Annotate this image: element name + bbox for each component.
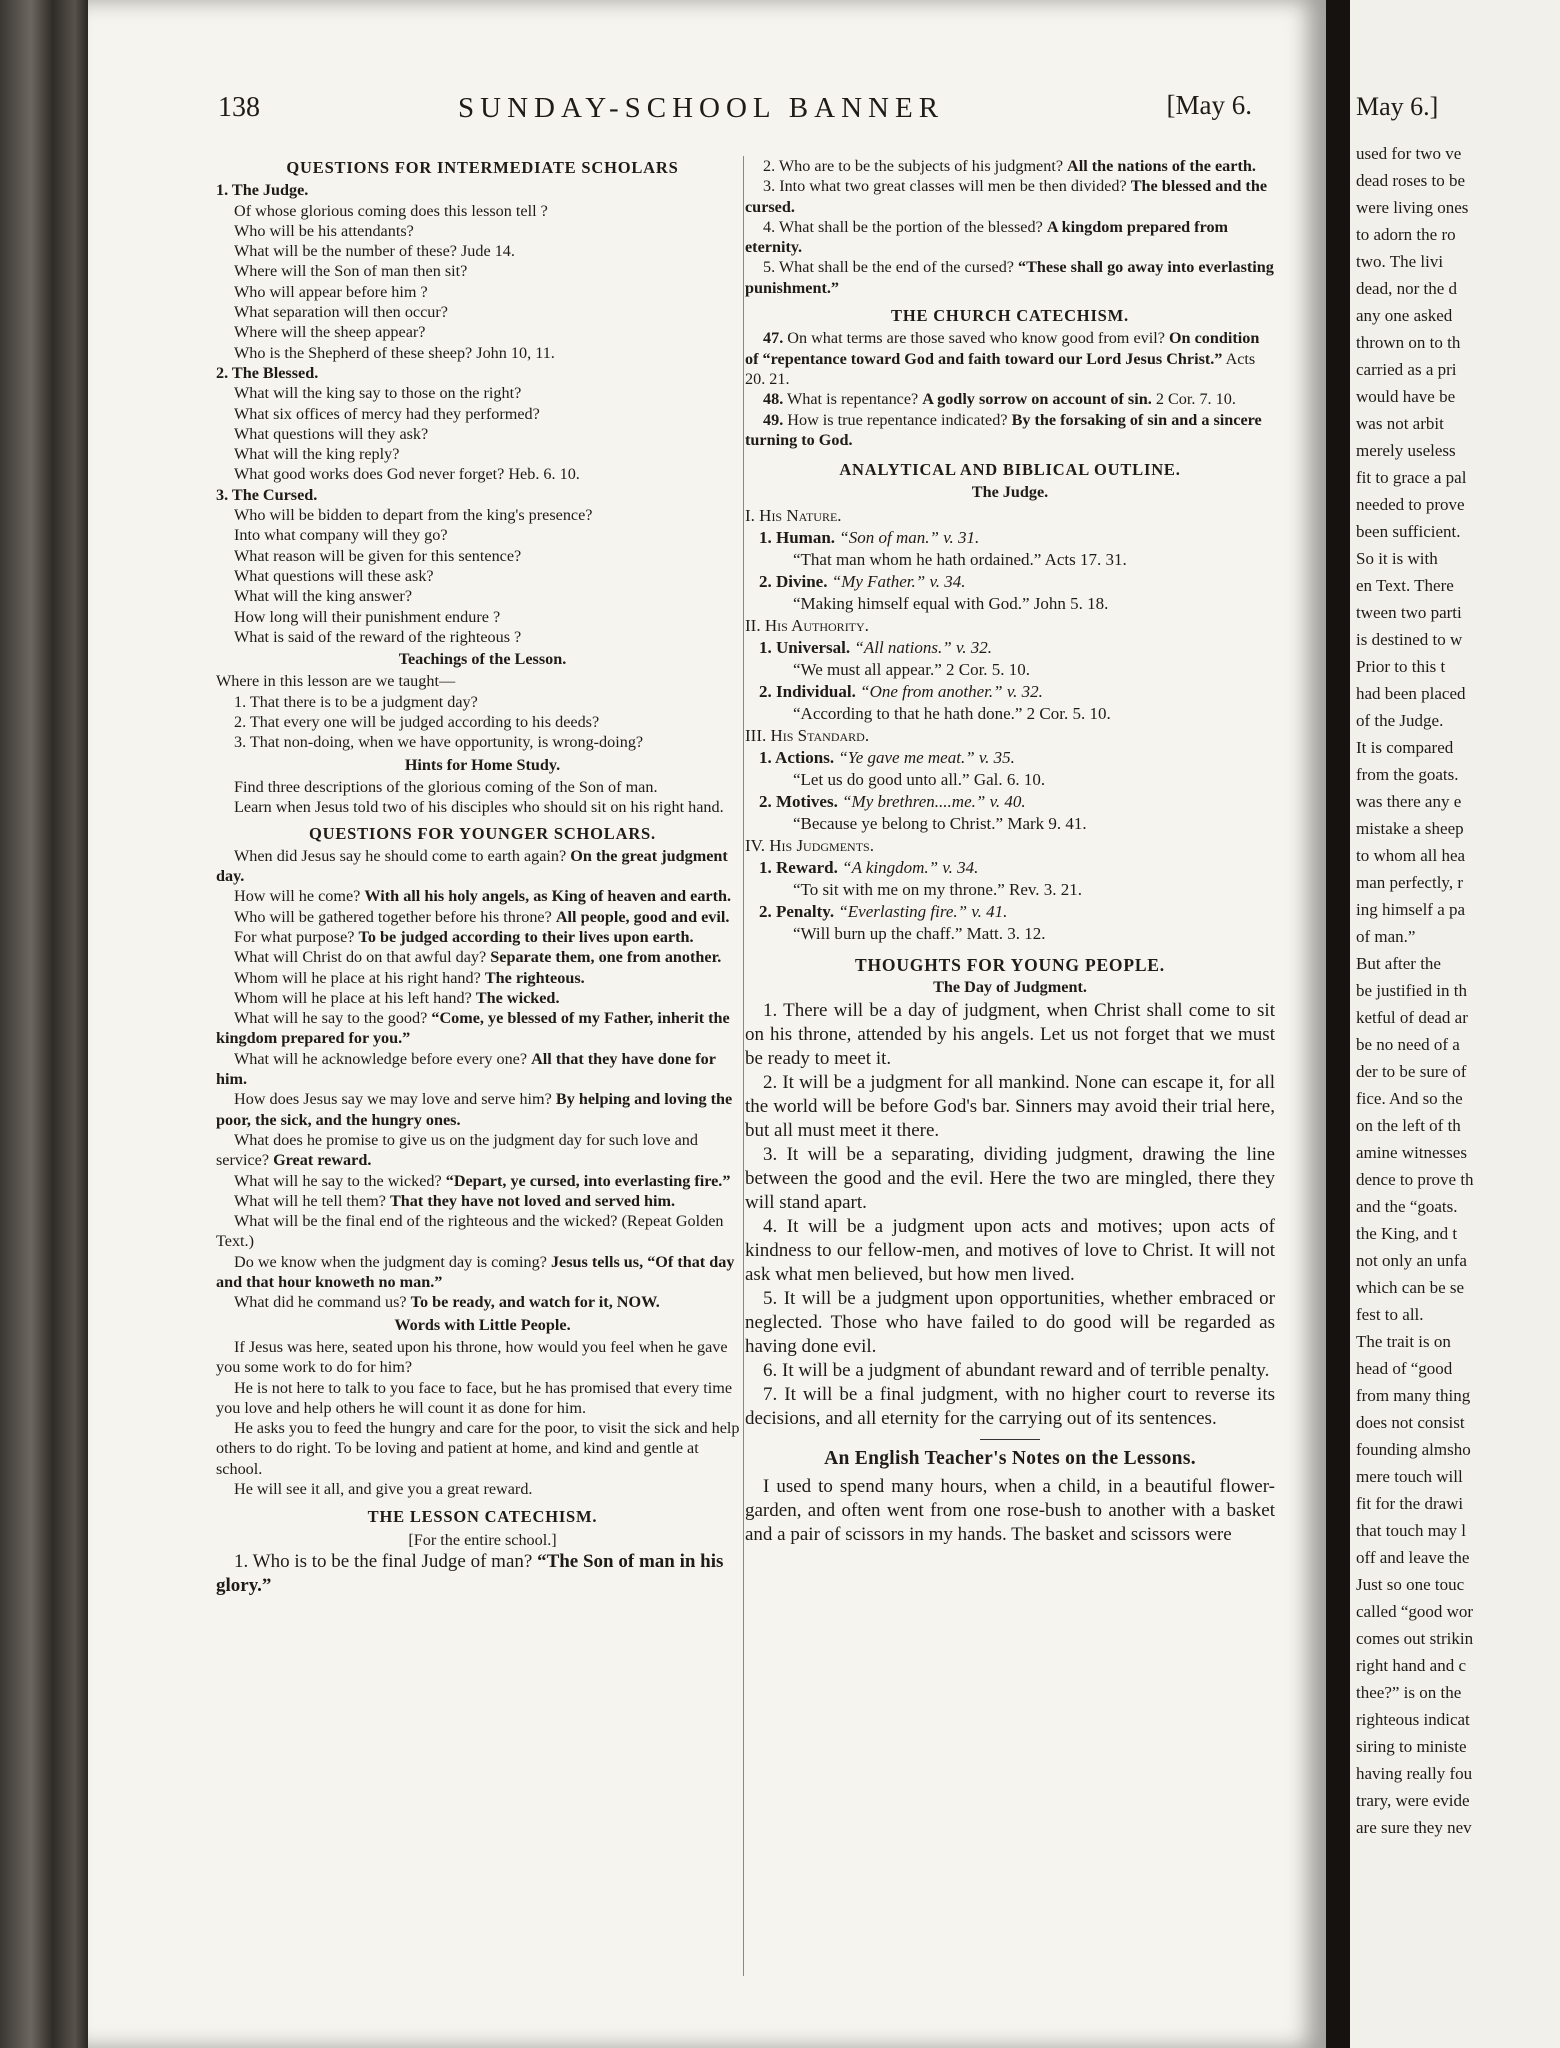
younger-question: What will he tell them? <box>234 1191 386 1210</box>
book-spine <box>0 0 88 2048</box>
younger-answer: That they have not loved and served him. <box>389 1191 676 1210</box>
next-page-line: were living ones <box>1356 198 1469 217</box>
next-page-line: of the Judge. <box>1356 711 1444 730</box>
catechism-number: 49. <box>763 410 784 429</box>
younger-qa-item <box>216 1171 749 1191</box>
outline-quote: “Will burn up the chaff.” Matt. 3. 12. <box>793 923 1046 943</box>
catechism-item <box>745 217 1275 258</box>
next-page-line: be no need of a <box>1356 1035 1460 1054</box>
outline-item-text: “My Father.” v. 34. <box>831 571 966 591</box>
younger-answer: All that they have done for him. <box>216 1049 716 1089</box>
question: Who is the Shepherd of these sheep? John 10, 11. <box>234 343 555 362</box>
next-page-line: dead roses to be <box>1356 171 1466 190</box>
younger-qa-item <box>216 968 749 988</box>
outline-quote: “That man whom he hath ordained.” Acts 17. 31. <box>793 549 1127 569</box>
next-page-line: was not arbit <box>1356 414 1444 433</box>
younger-answer: To be judged according to their lives upon earth. <box>358 927 694 946</box>
outline-item-label: 1. Human. <box>759 527 836 547</box>
younger-qa-item <box>216 1130 749 1171</box>
catechism-question: 4. What shall be the portion of the blessed? <box>763 217 1043 236</box>
catechism-answer: All the nations of the earth. <box>1067 157 1256 175</box>
next-page-line: to whom all hea <box>1356 846 1466 865</box>
younger-qa-item <box>216 947 749 967</box>
scripture-reference: Acts 20. 21. <box>745 349 1256 388</box>
younger-answer: Great reward. <box>273 1151 372 1170</box>
younger-answer: To be ready, and watch for it, NOW. <box>410 1293 660 1312</box>
catechism-question: On what terms are those saved who know good from evil? <box>787 329 1165 348</box>
outline-item <box>759 681 1275 703</box>
next-page-line: to adorn the ro <box>1356 225 1456 244</box>
teachings-intro: Where in this lesson are we taught— <box>216 672 456 691</box>
next-page-line: used for two ve <box>1356 144 1462 163</box>
next-page-line: off and leave the <box>1356 1548 1470 1567</box>
question: What will the king reply? <box>234 445 400 464</box>
intermediate-heading: QUESTIONS FOR INTERMEDIATE SCHOLARS <box>286 158 679 177</box>
younger-qa-item <box>216 1089 749 1130</box>
next-page-line: of man.” <box>1356 927 1416 946</box>
next-page-line: be justified in th <box>1356 981 1467 1000</box>
catechism-answer: By the forsaking of sin and a sincere turning to God. <box>745 410 1262 449</box>
question: What questions will they ask? <box>234 424 429 443</box>
little-people-heading: Words with Little People. <box>394 1315 571 1334</box>
question: What will be the number of these? Jude 14. <box>234 242 515 261</box>
younger-qa-item <box>216 886 749 906</box>
question: Who will be his attendants? <box>234 221 414 240</box>
younger-question: What will he acknowledge before every one? <box>234 1049 528 1068</box>
younger-qa-item <box>216 1008 749 1049</box>
church-catechism-item <box>745 410 1275 451</box>
younger-qa-item <box>216 1292 749 1312</box>
outline-item-label: 1. Reward. <box>759 857 838 877</box>
church-catechism-item <box>745 328 1275 389</box>
catechism-answer: The blessed and the cursed. <box>745 177 1268 216</box>
hints-paragraph: Learn when Jesus told two of his disciples who should sit on his right hand. <box>234 798 724 817</box>
outline-quote: “According to that he hath done.” 2 Cor. 5. 10. <box>793 703 1111 723</box>
younger-qa-item <box>216 846 749 887</box>
next-page-line: der to be sure of <box>1356 1062 1467 1081</box>
next-page-line: Just so one touc <box>1356 1575 1465 1594</box>
thought-paragraph: 7. It will be a final judgment, with no higher court to reverse its decisions, and all eternity for the carrying out of its sentences. <box>745 1384 1275 1430</box>
outline-quote: “Let us do good unto all.” Gal. 6. 10. <box>793 769 1046 789</box>
outline-section: III. His Standard. <box>745 725 870 745</box>
english-notes-heading: An English Teacher's Notes on the Lessons. <box>824 1448 1196 1470</box>
next-page-line: dead, nor the d <box>1356 279 1458 298</box>
younger-question: What will Christ do on that awful day? <box>234 948 487 967</box>
thought-paragraph: 6. It will be a judgment of abundant reward and of terrible penalty. <box>763 1360 1270 1382</box>
younger-question: For what purpose? <box>234 927 355 946</box>
hints-paragraph: Find three descriptions of the glorious coming of the Son of man. <box>234 777 658 796</box>
question: Where will the sheep appear? <box>234 323 426 342</box>
catechism-item <box>745 156 1275 176</box>
thought-paragraph: 3. It will be a separating, dividing judgment, drawing the line between the good and the evil. Here the two are mingled, there they will stand apart. <box>745 1144 1275 1214</box>
question: What questions will these ask? <box>234 566 434 585</box>
page-number: 138 <box>218 92 260 123</box>
church-catechism-item <box>745 389 1275 409</box>
younger-answer: Jesus tells us, “Of that day and that hour knoweth no man.” <box>216 1252 735 1292</box>
catechism-number: 48. <box>763 390 784 409</box>
outline-heading: ANALYTICAL AND BIBLICAL OUTLINE. <box>839 460 1181 480</box>
scripture-reference: 2 Cor. 7. 10. <box>1155 390 1236 409</box>
outline-item-label: 2. Motives. <box>759 791 838 811</box>
younger-question: Whom will he place at his right hand? <box>234 968 481 987</box>
teaching-item: 3. That non-doing, when we have opportunity, is wrong-doing? <box>234 733 644 752</box>
section-title: 2. The Blessed. <box>216 363 319 382</box>
younger-question: How will he come? <box>234 887 361 906</box>
lesson-catechism-heading: THE LESSON CATECHISM. <box>367 1507 598 1527</box>
next-page-date: May 6.] <box>1356 92 1439 121</box>
teaching-item: 1. That there is to be a judgment day? <box>234 692 478 711</box>
question: What will the king answer? <box>234 587 413 606</box>
question: Where will the Son of man then sit? <box>234 262 468 281</box>
next-page-line: amine witnesses <box>1356 1143 1467 1162</box>
younger-qa-item <box>216 907 749 927</box>
younger-qa-item <box>216 1252 749 1293</box>
next-page-line: Prior to this t <box>1356 657 1446 676</box>
next-page-line: is destined to w <box>1356 630 1463 649</box>
catechism-answer: “The Son of man in his glory.” <box>216 1550 724 1596</box>
outline-section: IV. His Judgments. <box>745 835 874 855</box>
outline-quote: “Because ye belong to Christ.” Mark 9. 41. <box>793 813 1087 833</box>
younger-question: What did he command us? <box>234 1293 407 1312</box>
next-page-line: needed to prove <box>1356 495 1465 514</box>
english-notes-paragraph: I used to spend many hours, when a child, in a beautiful flower-garden, and often went from one rose-bush to another with a basket and a pair of scissors in my hands. The basket and scissors were <box>745 1476 1275 1546</box>
teachings-heading: Teachings of the Lesson. <box>398 650 567 669</box>
outline-item-label: 2. Individual. <box>759 681 856 701</box>
next-page-line: comes out strikin <box>1356 1629 1474 1648</box>
outline-quote: “To sit with me on my throne.” Rev. 3. 21. <box>793 879 1083 899</box>
next-page-line: from many thing <box>1356 1386 1471 1405</box>
thought-paragraph: 5. It will be a judgment upon opportunities, whether embraced or neglected. Those who have failed to do good will be regarded as having done evil. <box>745 1288 1275 1358</box>
next-page-line: fit for the drawi <box>1356 1494 1464 1513</box>
next-page-line: not only an unfa <box>1356 1251 1467 1270</box>
outline-item <box>759 637 1275 659</box>
next-page-line: had been placed <box>1356 684 1466 703</box>
next-page-line: fit to grace a pal <box>1356 468 1467 487</box>
catechism-question: What is repentance? <box>787 390 919 409</box>
outline-section: II. His Authority. <box>745 615 869 635</box>
next-page-line: that touch may l <box>1356 1521 1467 1540</box>
next-page-line: on the left of th <box>1356 1116 1461 1135</box>
outline-item-text: “My brethren....me.” v. 40. <box>842 791 1026 811</box>
thought-paragraph: 2. It will be a judgment for all mankind. None can escape it, for all the world will be before God's bar. Sinners may avoid their trial here, but all must meet it there. <box>745 1072 1275 1142</box>
little-paragraph: He asks you to feed the hungry and care for the poor, to visit the sick and help others to do right. To be loving and patient at home, and kind and gentle at school. <box>216 1419 740 1478</box>
next-page-line: dence to prove th <box>1356 1170 1474 1189</box>
next-page-line: any one asked <box>1356 306 1453 325</box>
outline-item <box>759 791 1275 813</box>
next-page-line: It is compared <box>1356 738 1454 757</box>
question: How long will their punishment endure ? <box>234 607 501 626</box>
outline-item-label: 2. Penalty. <box>759 901 835 921</box>
outline-item <box>759 901 1275 923</box>
younger-qa-item <box>216 927 749 947</box>
catechism-item <box>745 176 1275 217</box>
outline-item-label: 2. Divine. <box>759 571 828 591</box>
next-page-line: ketful of dead ar <box>1356 1008 1468 1027</box>
thought-paragraph: 4. It will be a judgment upon acts and motives; upon acts of kindness to our fellow-men, and motives of love to Christ. It will not ask what men believed, but how men lived. <box>745 1216 1275 1286</box>
younger-answer: On the great judgment day. <box>216 846 728 886</box>
younger-answer: “Come, ye blessed of my Father, inherit the kingdom prepared for you.” <box>216 1009 730 1048</box>
book-gutter <box>1326 0 1350 2048</box>
next-page-line: founding almsho <box>1356 1440 1471 1459</box>
question: What good works does God never forget? Heb. 6. 10. <box>234 465 580 484</box>
catechism-question: 3. Into what two great classes will men be then divided? <box>763 177 1127 196</box>
next-page-line: the King, and t <box>1356 1224 1458 1243</box>
catechism-number: 47. <box>763 329 784 348</box>
outline-subheading: The Judge. <box>971 483 1049 502</box>
outline-item-text: “Everlasting fire.” v. 41. <box>838 901 1008 921</box>
next-page-line: trary, were evide <box>1356 1791 1470 1810</box>
outline-item-label: 1. Universal. <box>759 637 851 657</box>
section-title: 1. The Judge. <box>216 181 309 200</box>
right-page-edge <box>1350 0 1560 2048</box>
younger-question: How does Jesus say we may love and serve him? <box>234 1090 552 1109</box>
right-column <box>745 156 1275 1547</box>
next-page-line: which can be se <box>1356 1278 1465 1297</box>
outline-item-text: “A kingdom.” v. 34. <box>842 857 979 877</box>
outline-item-text: “One from another.” v. 32. <box>860 681 1043 701</box>
younger-answer: With all his holy angels, as King of heaven and earth. <box>364 887 732 906</box>
running-header <box>218 92 1270 142</box>
next-page-line: two. The livi <box>1356 252 1444 271</box>
left-column <box>216 156 749 1598</box>
next-page-line: tween two parti <box>1356 603 1462 622</box>
issue-date: [May 6. <box>1166 90 1252 120</box>
section-divider <box>980 1439 1040 1440</box>
next-page-line: thrown on to th <box>1356 333 1461 352</box>
church-catechism-heading: THE CHURCH CATECHISM. <box>891 306 1129 326</box>
thoughts-subheading: The Day of Judgment. <box>933 978 1087 997</box>
question: Who will appear before him ? <box>234 282 428 301</box>
catechism-continued <box>745 156 1275 298</box>
outline-item-text: “Son of man.” v. 31. <box>839 527 980 547</box>
hints-heading: Hints for Home Study. <box>404 755 561 774</box>
next-page-line: does not consist <box>1356 1413 1465 1432</box>
younger-question: Who will be gathered together before his throne? <box>234 907 552 926</box>
question: Who will be bidden to depart from the king's presence? <box>234 506 593 525</box>
outline-section: I. His Nature. <box>745 505 842 525</box>
younger-answer: The righteous. <box>484 968 585 987</box>
next-page-line: en Text. There <box>1356 576 1454 595</box>
outline-item <box>759 857 1275 879</box>
catechism-answer: A kingdom prepared from eternity. <box>745 217 1229 257</box>
next-page-line: fest to all. <box>1356 1305 1424 1324</box>
thoughts-heading: THOUGHTS FOR YOUNG PEOPLE. <box>855 954 1165 975</box>
catechism-question: How is true repentance indicated? <box>787 410 1008 429</box>
catechism-answer: “These shall go away into everlasting punishment.” <box>745 258 1274 297</box>
next-page-line: fice. And so the <box>1356 1089 1463 1108</box>
outline-item-label: 1. Actions. <box>759 747 835 767</box>
younger-question: Whom will he place at his left hand? <box>234 988 472 1007</box>
next-page-line: man perfectly, r <box>1356 873 1463 892</box>
next-page-line: siring to ministe <box>1356 1737 1467 1756</box>
next-page-line: mistake a sheep <box>1356 819 1464 838</box>
next-page-line: would have be <box>1356 387 1456 406</box>
next-page-line: mere touch will <box>1356 1467 1463 1486</box>
younger-answer: By helping and loving the poor, the sick, and the hungry ones. <box>216 1090 733 1129</box>
outline-item <box>759 571 1275 593</box>
younger-answer: All people, good and evil. <box>555 907 730 926</box>
younger-answer: The wicked. <box>475 988 560 1007</box>
outline-item-text: “Ye gave me meat.” v. 35. <box>838 747 1015 767</box>
catechism-question: 1. Who is to be the final Judge of man? <box>234 1550 533 1572</box>
outline-item <box>759 527 1275 549</box>
next-page-line: called “good wor <box>1356 1602 1474 1621</box>
next-page-line: been sufficient. <box>1356 522 1461 541</box>
little-paragraph: He is not here to talk to you face to face, but he has promised that every time you love and help others he will count it as done for him. <box>216 1378 733 1417</box>
younger-question: What will he say to the good? <box>234 1009 428 1028</box>
outline-list <box>745 505 1275 945</box>
section-title: 3. The Cursed. <box>216 485 318 504</box>
teaching-item: 2. That every one will be judged according to his deeds? <box>234 713 600 732</box>
next-page-line: righteous indicat <box>1356 1710 1470 1729</box>
next-page-line: carried as a pri <box>1356 360 1457 379</box>
publication-title: SUNDAY-SCHOOL BANNER <box>458 92 945 124</box>
question: What separation will then occur? <box>234 303 448 322</box>
next-page-line: ing himself a pa <box>1356 900 1466 919</box>
next-page-line: thee?” is on the <box>1356 1683 1462 1702</box>
outline-quote: “Making himself equal with God.” John 5. 18. <box>793 593 1109 613</box>
next-page-line: right hand and c <box>1356 1656 1466 1675</box>
question: What six offices of mercy had they performed? <box>234 404 540 423</box>
little-paragraph: If Jesus was here, seated upon his throne, how would you feel when he gave you some work to do for him? <box>216 1337 728 1377</box>
younger-answer: “Depart, ye cursed, into everlasting fire.” <box>445 1171 731 1190</box>
next-page-line: The trait is on <box>1356 1332 1451 1351</box>
next-page-text <box>1356 140 1556 1841</box>
next-page-line: and the “goats. <box>1356 1197 1458 1216</box>
next-page-line: are sure they nev <box>1356 1818 1472 1837</box>
younger-heading: QUESTIONS FOR YOUNGER SCHOLARS. <box>309 823 656 843</box>
question: Into what company will they go? <box>234 526 448 545</box>
next-page-line: head of “good <box>1356 1359 1453 1378</box>
younger-qa-item <box>216 988 749 1008</box>
thought-paragraph: 1. There will be a day of judgment, when Christ shall come to sit on his throne, attended by his angels. Let us not forget that we must be ready to meet it. <box>745 1000 1275 1070</box>
thoughts-list <box>745 999 1275 1431</box>
catechism-answer: On condition of “repentance toward God and faith toward our Lord Jesus Christ.” <box>745 329 1260 368</box>
next-page-line: was there any e <box>1356 792 1462 811</box>
younger-question: Do we know when the judgment day is coming? <box>234 1252 547 1271</box>
question: What will the king say to those on the right? <box>234 384 522 403</box>
next-page-line: merely useless <box>1356 441 1456 460</box>
outline-item-text: “All nations.” v. 32. <box>854 637 992 657</box>
younger-question: When did Jesus say he should come to earth again? <box>234 846 567 865</box>
question: What is said of the reward of the righteous ? <box>234 627 522 646</box>
question: Of whose glorious coming does this lesson tell ? <box>234 201 548 220</box>
younger-qa-item <box>216 1211 749 1252</box>
catechism-item <box>745 257 1275 298</box>
church-catechism-list <box>745 328 1275 450</box>
next-page-line: having really fou <box>1356 1764 1473 1783</box>
outline-quote: “We must all appear.” 2 Cor. 5. 10. <box>793 659 1031 679</box>
younger-question: What will be the final end of the righteous and the wicked? (Repeat Golden Text.) <box>216 1212 724 1251</box>
next-page-line: But after the <box>1356 954 1441 973</box>
outline-item <box>759 747 1275 769</box>
younger-qa-item <box>216 1191 749 1211</box>
next-page-line: from the goats. <box>1356 765 1459 784</box>
lesson-catechism-note: [For the entire school.] <box>408 1530 557 1549</box>
catechism-question: 5. What shall be the end of the cursed? <box>763 258 1014 277</box>
younger-question: What will he say to the wicked? <box>234 1171 442 1190</box>
younger-qa-item <box>216 1049 749 1090</box>
younger-question: What does he promise to give us on the judgment day for such love and service? <box>216 1130 698 1170</box>
younger-answer: Separate them, one from another. <box>490 948 722 967</box>
little-paragraph: He will see it all, and give you a great reward. <box>234 1480 533 1498</box>
catechism-question: 2. Who are to be the subjects of his judgment? <box>763 157 1063 175</box>
catechism-answer: A godly sorrow on account of sin. <box>922 390 1152 409</box>
next-page-line: So it is with <box>1356 549 1438 568</box>
question: What reason will be given for this sentence? <box>234 546 522 565</box>
younger-qa-list <box>216 846 749 1313</box>
